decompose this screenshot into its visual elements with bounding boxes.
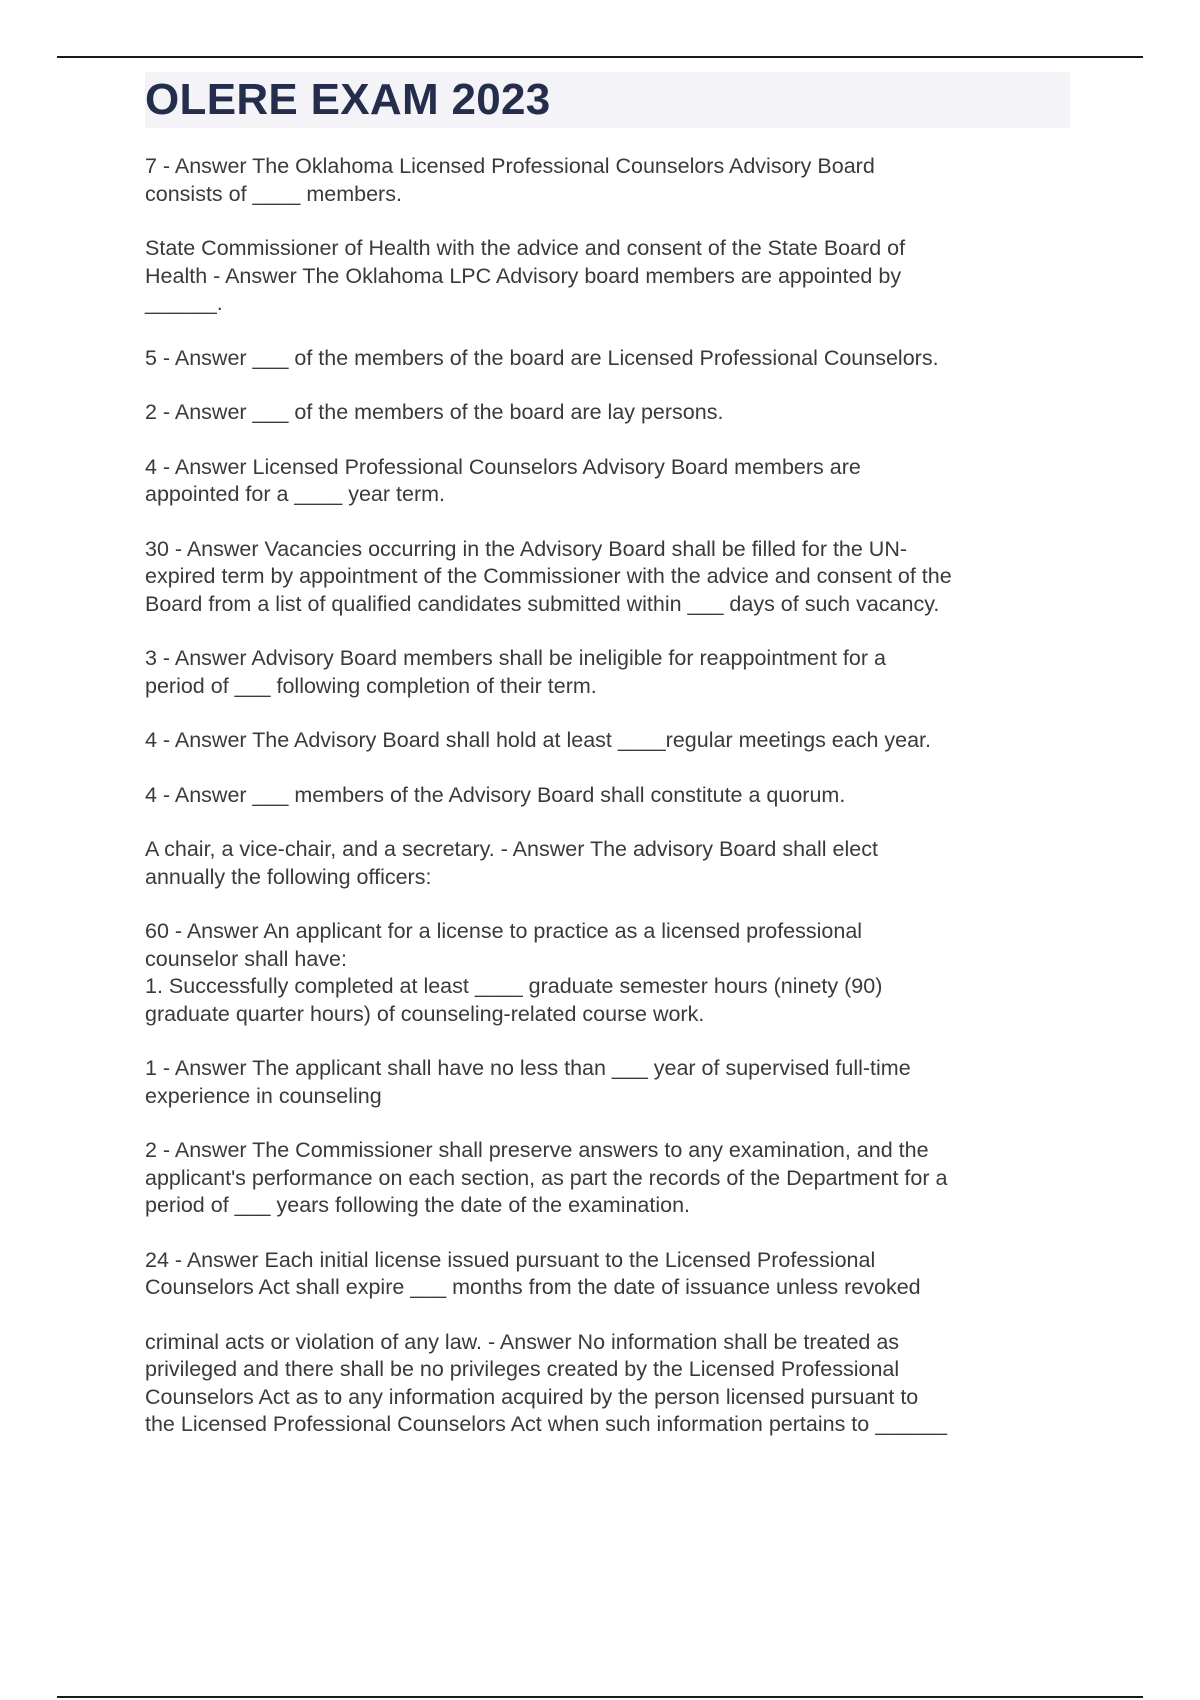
- qa-item-15: criminal acts or violation of any law. - Answer No information shall be treated as privileged and there shall be no privileges created by the Licensed Professional Counselors Act as to any information acquired by the person licensed pursuant to the Licensed Professional Counselors Act when such information pertains to ______: [145, 1329, 947, 1436]
- qa-item-1: 7 - Answer The Oklahoma Licensed Professional Counselors Advisory Board consists of ____ members.: [145, 154, 875, 206]
- qa-item-10: A chair, a vice-chair, and a secretary. - Answer The advisory Board shall elect annually the following officers:: [145, 837, 878, 889]
- document-body: [145, 72, 1070, 1466]
- qa-item-14: 24 - Answer Each initial license issued pursuant to the Licensed Professional Counselors Act shall expire ___ months from the date of issuance unless revoked: [145, 1247, 921, 1299]
- qa-item-9: 4 - Answer ___ members of the Advisory Board shall constitute a quorum.: [145, 782, 846, 807]
- qa-item-4: 2 - Answer ___ of the members of the board are lay persons.: [145, 400, 724, 424]
- qa-item-7: 3 - Answer Advisory Board members shall be ineligible for reappointment for a period of ___ following completion of their term.: [145, 646, 886, 698]
- qa-item-2: State Commissioner of Health with the advice and consent of the State Board of Health - Answer The Oklahoma LPC Advisory board members are appointed by ______.: [145, 236, 906, 315]
- qa-item-11: 60 - Answer An applicant for a license to practice as a licensed professional counselor shall have: 1. Successfully completed at least ____ graduate semester hours (ninety (90) graduate quarter hours) of counseling-related course work.: [145, 919, 883, 1026]
- document-title: OLERE EXAM 2023: [145, 75, 551, 124]
- top-rule: [57, 56, 1143, 58]
- qa-item-6: 30 - Answer Vacancies occurring in the Advisory Board shall be filled for the UN- expired term by appointment of the Commissioner with the advice and consent of the Board from a list of qualified candidates submitted within ___ days of such vacancy.: [145, 536, 952, 616]
- qa-item-13: 2 - Answer The Commissioner shall preserve answers to any examination, and the applicant's performance on each section, as part the records of the Department for a period of ___ years following the date of the examination.: [145, 1138, 948, 1217]
- bottom-rule: [57, 1696, 1143, 1698]
- title-band: [145, 72, 1070, 128]
- qa-item-5: 4 - Answer Licensed Professional Counselors Advisory Board members are appointed for a ____ year term.: [145, 454, 861, 506]
- qa-item-8: 4 - Answer The Advisory Board shall hold at least ____regular meetings each year.: [145, 728, 931, 752]
- qa-item-12: 1 - Answer The applicant shall have no less than ___ year of supervised full-time experience in counseling: [145, 1056, 911, 1108]
- qa-item-3: 5 - Answer ___ of the members of the board are Licensed Professional Counselors.: [145, 345, 939, 370]
